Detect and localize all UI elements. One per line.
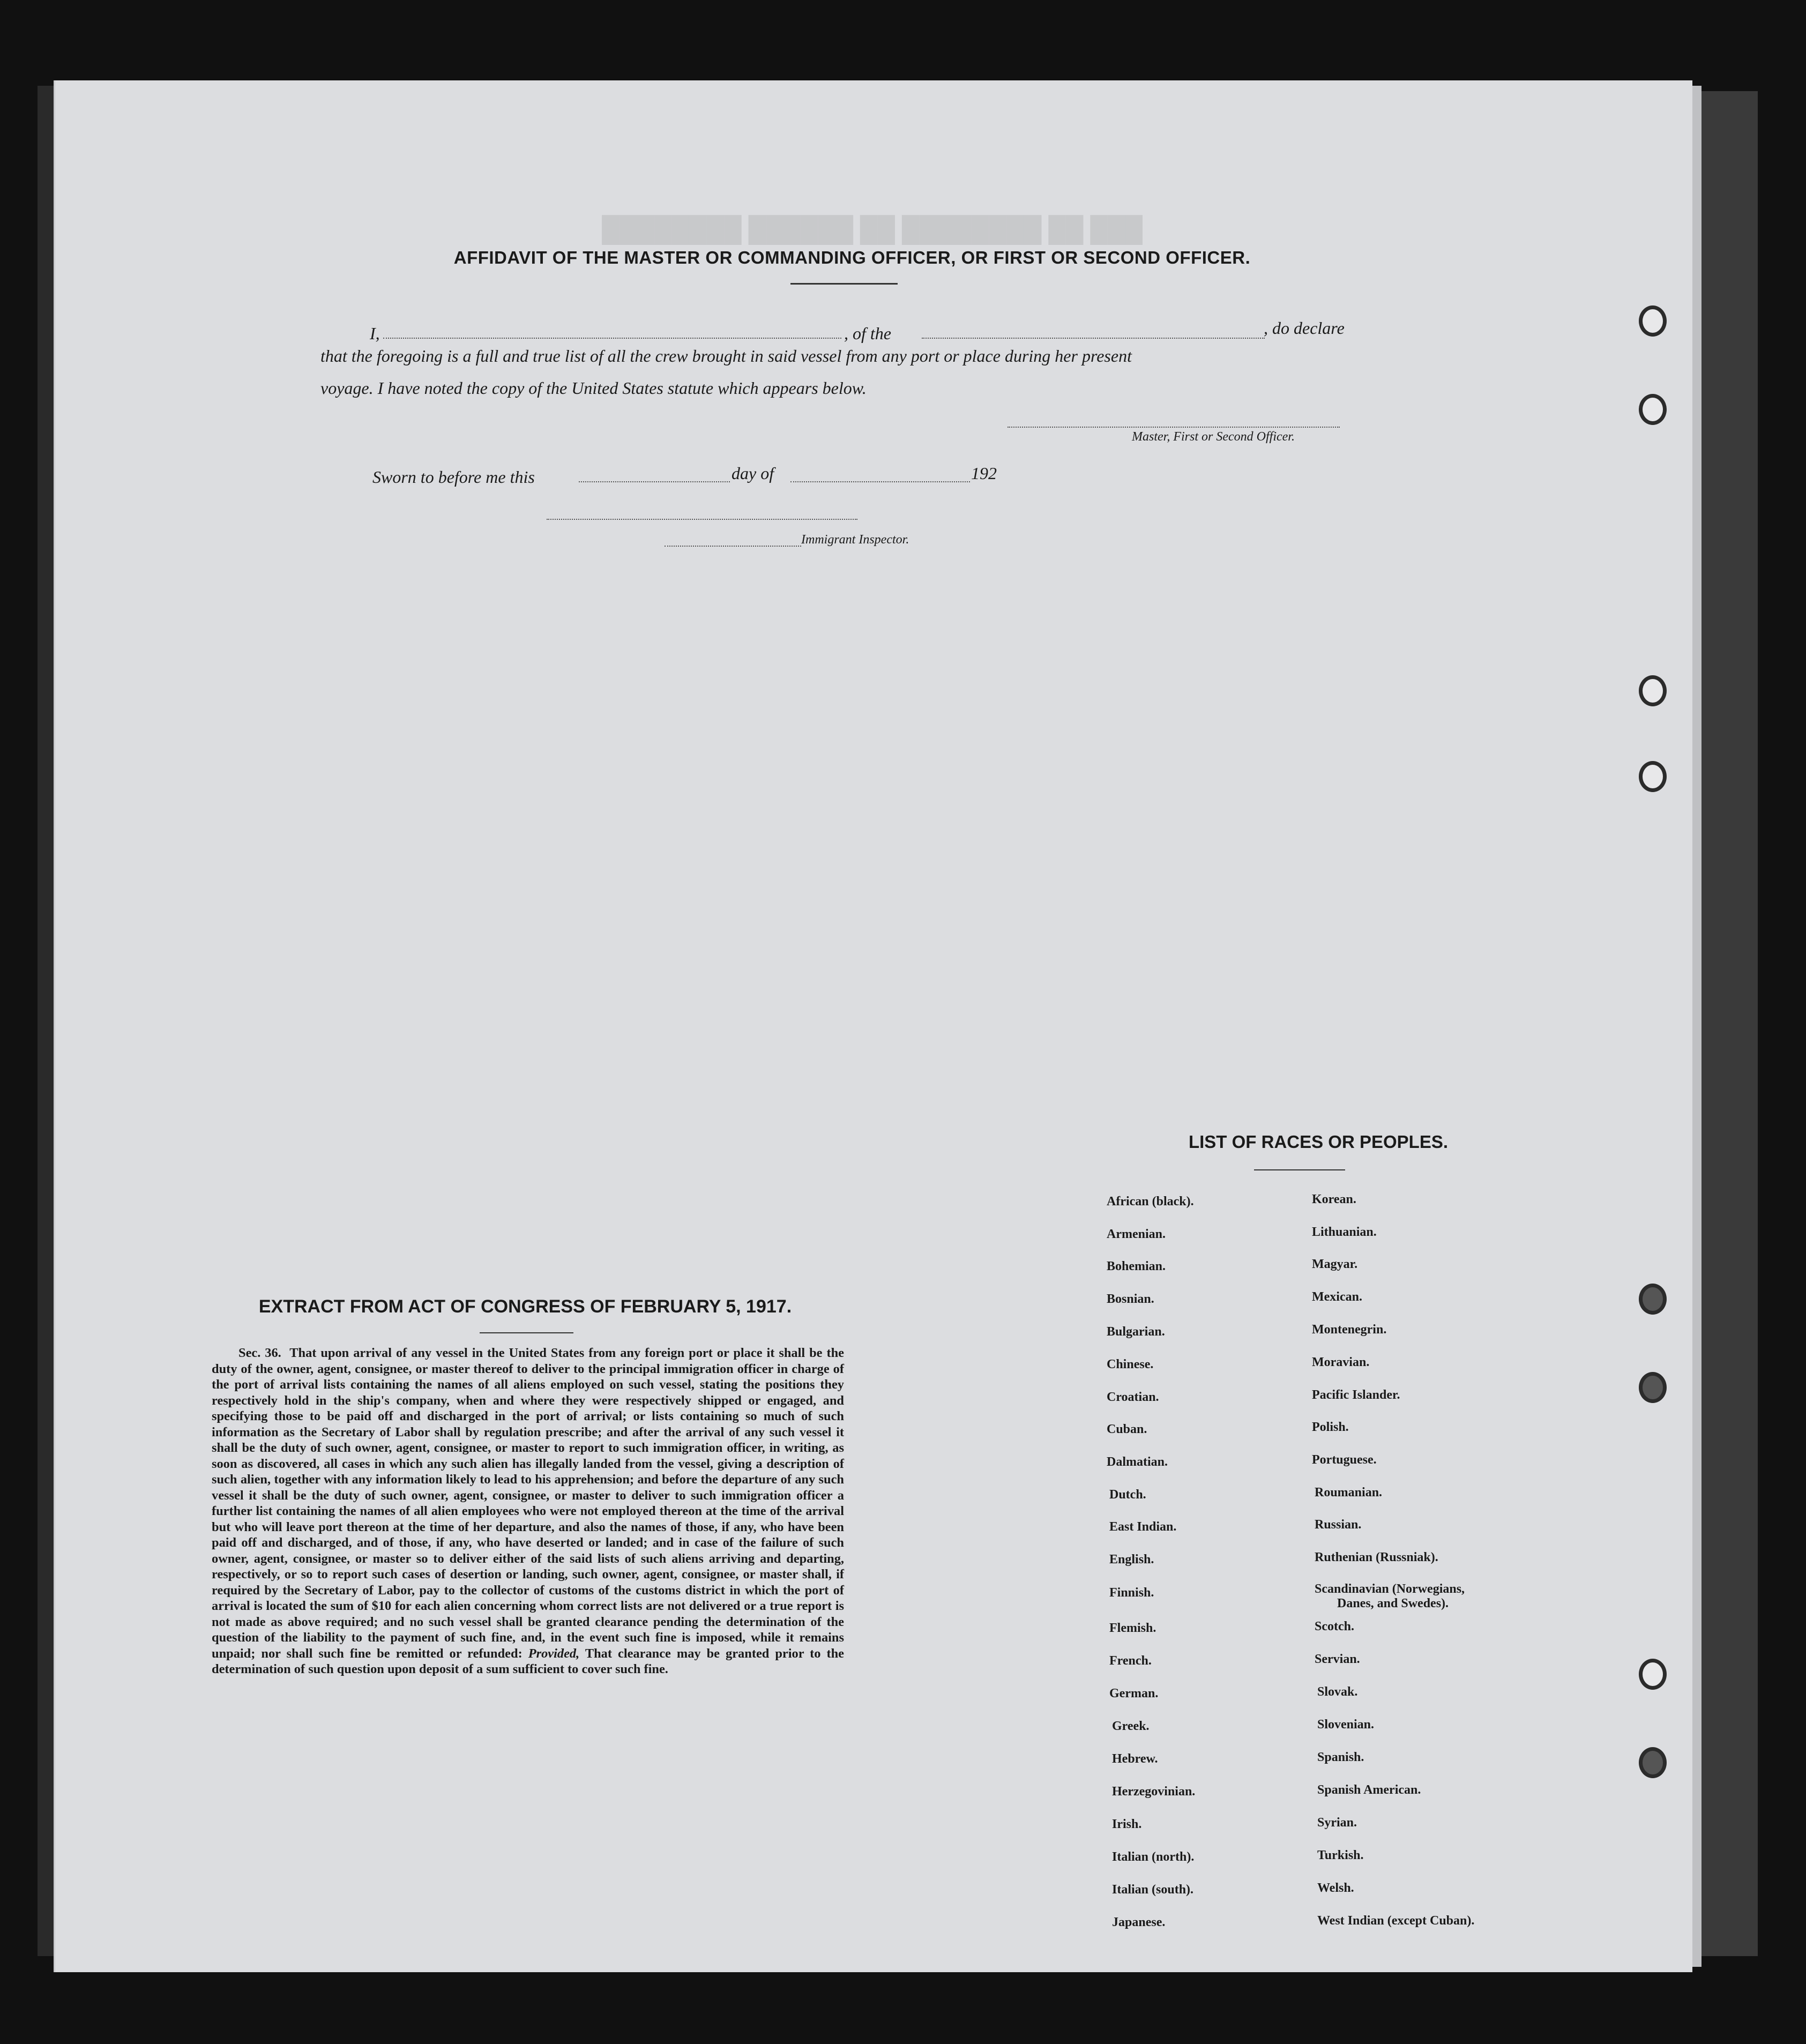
inspector-blank[interactable]	[665, 546, 801, 547]
race-item: Spanish American.	[1317, 1783, 1421, 1797]
race-item: Cuban.	[1107, 1422, 1147, 1436]
races-title: LIST OF RACES OR PEOPLES.	[1188, 1132, 1449, 1152]
race-item: Korean.	[1312, 1192, 1356, 1206]
race-item: Roumanian.	[1315, 1486, 1383, 1500]
punch-hole	[1639, 394, 1667, 425]
scan-edge-right	[1693, 91, 1758, 1956]
bleed-through-header: ███ ██ ████████ ██ ██████ ████████	[602, 215, 1143, 243]
affidavit-line2: that the foregoing is a full and true list of all the crew brought in said vessel from any port or place during her present	[320, 346, 1132, 365]
race-item: Finnish.	[1109, 1586, 1154, 1600]
punch-hole	[1639, 675, 1667, 706]
sworn-prefix: Sworn to before me this	[372, 467, 535, 487]
race-item: Italian (north).	[1112, 1850, 1195, 1864]
race-item: Slovenian.	[1317, 1718, 1375, 1732]
race-item: Russian.	[1315, 1518, 1362, 1532]
race-item: Flemish.	[1109, 1621, 1156, 1635]
punch-hole	[1639, 305, 1667, 337]
race-item: Mexican.	[1312, 1290, 1362, 1304]
race-item: Pacific Islander.	[1312, 1388, 1400, 1402]
punch-hole	[1639, 1747, 1667, 1778]
races-title-rule	[1254, 1169, 1345, 1170]
provided-word: Provided,	[528, 1646, 580, 1661]
race-item: Greek.	[1112, 1719, 1150, 1733]
affidavit-line1-prefix: I,	[370, 324, 380, 343]
race-item: Turkish.	[1317, 1848, 1364, 1862]
race-item: Chinese.	[1107, 1357, 1154, 1371]
section-number: Sec. 36.	[238, 1346, 281, 1360]
race-item: Scandinavian (Norwegians,	[1315, 1582, 1465, 1596]
provided-text: That clearance may be granted prior to the determination of such question upon deposit of a sum sufficient to cover such fine.	[212, 1646, 844, 1676]
punch-hole	[1639, 1372, 1667, 1403]
sworn-day-label: day of	[732, 464, 774, 483]
race-item: Scotch.	[1315, 1620, 1354, 1633]
race-item: Italian (south).	[1112, 1883, 1194, 1897]
affidavit-line1-mid: , of the	[844, 324, 891, 343]
inspector-blank-upper[interactable]	[547, 519, 857, 520]
race-item: African (black).	[1107, 1195, 1194, 1209]
affidavit-line3: voyage. I have noted the copy of the United States statute which appears below.	[320, 378, 867, 398]
race-item: Hebrew.	[1112, 1752, 1158, 1766]
race-item: Armenian.	[1107, 1227, 1166, 1241]
extract-title-rule	[480, 1332, 573, 1333]
extract-text: That upon arrival of any vessel in the United States from any foreign port or place it shall be the duty of the owner, agent, consignee, or master thereof to deliver to the principal immigration officer in charge of the port of arrival lists containing the names of all aliens employed on such vessel, stating the positions they respectively hold in the ship's company, when and where they were respectively shipped or engaged, and specifying those to be paid off and discharged in the port of arrival; or lists containing so much of such information as the Secretary of Labor shall by regulation prescribe; and after the arrival of any such vessel it shall be the duty of such owner, agent, consignee, or master to report to such immigration officer, in writing, as soon as discovered, all cases in which any such alien has illegally landed from the vessel, giving a description of such alien, together with any information likely to lead to his apprehension; and before the departure of any such vessel it shall be the duty of such owner, agent, consignee, or master to deliver to such immigration officer a further list containing the names of all alien employees who were not employed thereon at the time of the arrival but who will leave port thereon at the time of her departure, and also the names of those, if any, who have been paid off and discharged, and of those, if any, who have deserted or landed; and in case of the failure of such owner, agent, consignee, or master so to deliver either of the said lists of such aliens arriving and departing, respectively, or so to report such cases of desertion or landing, such owner, agent, consignee, or master shall, if required by the Secretary of Labor, pay to the collector of customs of the customs district in which the port of arrival is located the sum of $10 for each alien concerning whom correct lists are not delivered or a true report is not made as above required; and no such vessel shall be granted clearance pending the determination of the question of the liability to the payment of such fine, and, in the event such fine is imposed, while it remains unpaid; nor shall such fine be remitted or refunded:	[212, 1346, 844, 1661]
sworn-year: 192	[971, 464, 997, 483]
race-item: Magyar.	[1312, 1257, 1358, 1271]
signature-label: Master, First or Second Officer.	[1132, 430, 1295, 444]
race-item: Dutch.	[1109, 1488, 1146, 1502]
race-item: Bosnian.	[1107, 1292, 1154, 1306]
punch-hole	[1639, 1659, 1667, 1690]
race-item: West Indian (except Cuban).	[1317, 1914, 1475, 1928]
race-item: English.	[1109, 1553, 1154, 1566]
race-item: Bohemian.	[1107, 1259, 1166, 1273]
race-item: Slovak.	[1317, 1685, 1358, 1699]
sworn-month-blank[interactable]	[790, 481, 970, 482]
punch-hole	[1639, 761, 1667, 792]
race-item: Danes, and Swedes).	[1337, 1597, 1449, 1610]
inspector-label: Immigrant Inspector.	[801, 533, 909, 547]
vessel-blank[interactable]	[922, 338, 1265, 339]
race-item: Welsh.	[1317, 1881, 1354, 1895]
race-item: Spanish.	[1317, 1750, 1364, 1764]
punch-hole	[1639, 1284, 1667, 1315]
race-item: Croatian.	[1107, 1390, 1159, 1404]
race-item: Ruthenian (Russniak).	[1315, 1550, 1438, 1564]
race-item: Syrian.	[1317, 1816, 1357, 1830]
race-item: Montenegrin.	[1312, 1323, 1387, 1337]
race-item: Lithuanian.	[1312, 1225, 1377, 1239]
race-item: French.	[1109, 1654, 1152, 1668]
name-blank[interactable]	[383, 338, 841, 339]
race-item: Japanese.	[1112, 1915, 1166, 1929]
affidavit-title: AFFIDAVIT OF THE MASTER OR COMMANDING OFFICER, OR FIRST OR SECOND OFFICER.	[453, 248, 1251, 267]
affidavit-line1-suffix: , do declare	[1264, 318, 1345, 338]
affidavit-title-rule	[790, 283, 898, 285]
race-item: Irish.	[1112, 1817, 1142, 1831]
race-item: German.	[1109, 1687, 1159, 1700]
extract-title: EXTRACT FROM ACT OF CONGRESS OF FEBRUARY 5, 1917.	[258, 1296, 792, 1317]
race-item: Servian.	[1315, 1652, 1360, 1666]
race-item: Portuguese.	[1312, 1453, 1377, 1467]
signature-blank[interactable]	[1008, 427, 1340, 428]
race-item: Bulgarian.	[1107, 1325, 1165, 1339]
sworn-day-blank[interactable]	[579, 481, 730, 482]
race-item: Polish.	[1312, 1420, 1349, 1434]
race-item: Herzegovinian.	[1112, 1785, 1196, 1799]
extract-body	[212, 1345, 844, 1677]
race-item: East Indian.	[1109, 1520, 1177, 1534]
race-item: Moravian.	[1312, 1355, 1370, 1369]
race-item: Dalmatian.	[1107, 1455, 1168, 1469]
